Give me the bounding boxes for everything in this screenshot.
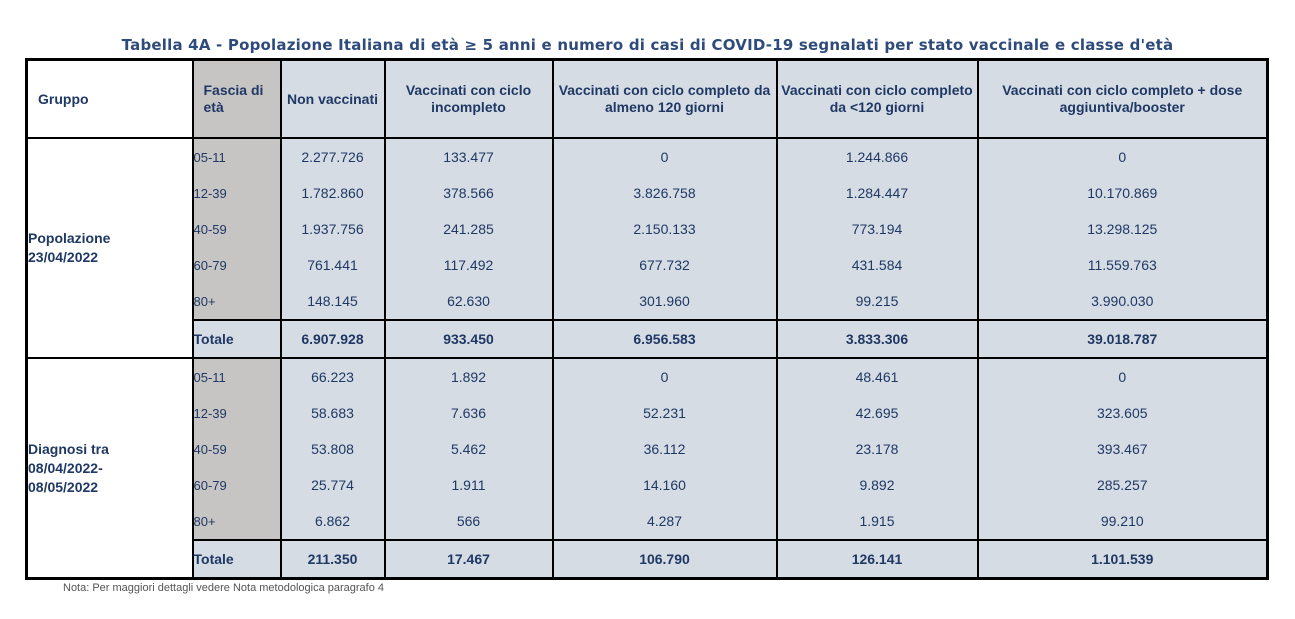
- table-row: [27, 503, 1268, 540]
- table-row: [27, 211, 1268, 247]
- total-value-cell: 106.790: [553, 540, 777, 579]
- header-completo-lt120: Vaccinati con ciclo completo da <120 giorni: [777, 60, 978, 139]
- value-cell: 761.441: [281, 247, 385, 283]
- age-band: 12-39: [193, 395, 281, 431]
- value-cell: 677.732: [553, 247, 777, 283]
- value-cell: 2.150.133: [553, 211, 777, 247]
- value-cell: 117.492: [385, 247, 553, 283]
- header-gruppo: Gruppo: [27, 60, 193, 139]
- total-row: [27, 320, 1268, 358]
- value-cell: 48.461: [777, 358, 978, 395]
- age-band: 60-79: [193, 247, 281, 283]
- table-title: Tabella 4A - Popolazione Italiana di età ≥ 5 anni e numero di casi di COVID-19 segnalati per stato vaccinale e classe d'età: [121, 36, 1174, 54]
- value-cell: 0: [553, 138, 777, 175]
- total-value-cell: 6.907.928: [281, 320, 385, 358]
- value-cell: 1.937.756: [281, 211, 385, 247]
- table-row: [27, 467, 1268, 503]
- value-cell: 1.911: [385, 467, 553, 503]
- total-value-cell: 211.350: [281, 540, 385, 579]
- total-row: [27, 540, 1268, 579]
- age-band: 40-59: [193, 431, 281, 467]
- header-completo-120: Vaccinati con ciclo completo da almeno 120 giorni: [553, 60, 777, 139]
- value-cell: 11.559.763: [978, 247, 1268, 283]
- value-cell: 773.194: [777, 211, 978, 247]
- value-cell: 1.782.860: [281, 175, 385, 211]
- value-cell: 1.892: [385, 358, 553, 395]
- value-cell: 66.223: [281, 358, 385, 395]
- age-band: 40-59: [193, 211, 281, 247]
- value-cell: 241.285: [385, 211, 553, 247]
- age-band: 05-11: [193, 358, 281, 395]
- header-row: [27, 60, 1268, 139]
- value-cell: 62.630: [385, 283, 553, 320]
- value-cell: 133.477: [385, 138, 553, 175]
- table-row: [27, 283, 1268, 320]
- value-cell: 13.298.125: [978, 211, 1268, 247]
- value-cell: 1.244.866: [777, 138, 978, 175]
- group-label-line: 23/04/2022: [28, 249, 99, 265]
- value-cell: 58.683: [281, 395, 385, 431]
- value-cell: 7.636: [385, 395, 553, 431]
- total-value-cell: 126.141: [777, 540, 978, 579]
- value-cell: 6.862: [281, 503, 385, 540]
- table-row: [27, 247, 1268, 283]
- value-cell: 1.915: [777, 503, 978, 540]
- table-row: [27, 175, 1268, 211]
- value-cell: 285.257: [978, 467, 1268, 503]
- group-label-line: 08/04/2022-: [28, 459, 103, 476]
- value-cell: 23.178: [777, 431, 978, 467]
- value-cell: 52.231: [553, 395, 777, 431]
- total-value-cell: 39.018.787: [978, 320, 1268, 358]
- value-cell: 3.826.758: [553, 175, 777, 211]
- header-booster: Vaccinati con ciclo completo + dose aggiuntiva/booster: [978, 60, 1268, 139]
- value-cell: 431.584: [777, 247, 978, 283]
- value-cell: 0: [978, 138, 1268, 175]
- value-cell: 10.170.869: [978, 175, 1268, 211]
- value-cell: 25.774: [281, 467, 385, 503]
- table-row: [27, 138, 1268, 175]
- age-band: 05-11: [193, 138, 281, 175]
- age-band: 12-39: [193, 175, 281, 211]
- value-cell: 99.210: [978, 503, 1268, 540]
- value-cell: 378.566: [385, 175, 553, 211]
- value-cell: 99.215: [777, 283, 978, 320]
- total-value-cell: 6.956.583: [553, 320, 777, 358]
- group-label-line: Popolazione: [28, 230, 111, 246]
- age-band: 80+: [193, 503, 281, 540]
- value-cell: 301.960: [553, 283, 777, 320]
- footnote: Nota: Per maggiori dettagli vedere Nota metodologica paragrafo 4: [63, 582, 385, 594]
- group-label: [27, 358, 193, 579]
- table-row: [27, 358, 1268, 395]
- value-cell: 0: [553, 358, 777, 395]
- value-cell: 1.284.447: [777, 175, 978, 211]
- value-cell: 3.990.030: [978, 283, 1268, 320]
- value-cell: 393.467: [978, 431, 1268, 467]
- group-label: [27, 138, 193, 358]
- value-cell: 2.277.726: [281, 138, 385, 175]
- value-cell: 42.695: [777, 395, 978, 431]
- total-value-cell: 933.450: [385, 320, 553, 358]
- total-value-cell: 3.833.306: [777, 320, 978, 358]
- age-band: 80+: [193, 283, 281, 320]
- value-cell: 148.145: [281, 283, 385, 320]
- header-incompleto: Vaccinati con ciclo incompleto: [385, 60, 553, 139]
- table-row: [27, 395, 1268, 431]
- value-cell: 4.287: [553, 503, 777, 540]
- value-cell: 5.462: [385, 431, 553, 467]
- value-cell: 323.605: [978, 395, 1268, 431]
- value-cell: 9.892: [777, 467, 978, 503]
- total-label: Totale: [193, 540, 281, 579]
- total-value-cell: 17.467: [385, 540, 553, 579]
- value-cell: 14.160: [553, 467, 777, 503]
- total-label: Totale: [193, 320, 281, 358]
- total-value-cell: 1.101.539: [978, 540, 1268, 579]
- group-label-line: Diagnosi tra: [28, 440, 109, 457]
- value-cell: 53.808: [281, 431, 385, 467]
- header-non-vaccinati: Non vaccinati: [281, 60, 385, 139]
- table-row: [27, 431, 1268, 467]
- vaccination-table: [25, 58, 1269, 580]
- group-label-line: 08/05/2022: [28, 478, 99, 495]
- value-cell: 566: [385, 503, 553, 540]
- header-fascia: Fascia di età: [193, 60, 281, 139]
- age-band: 60-79: [193, 467, 281, 503]
- value-cell: 36.112: [553, 431, 777, 467]
- value-cell: 0: [978, 358, 1268, 395]
